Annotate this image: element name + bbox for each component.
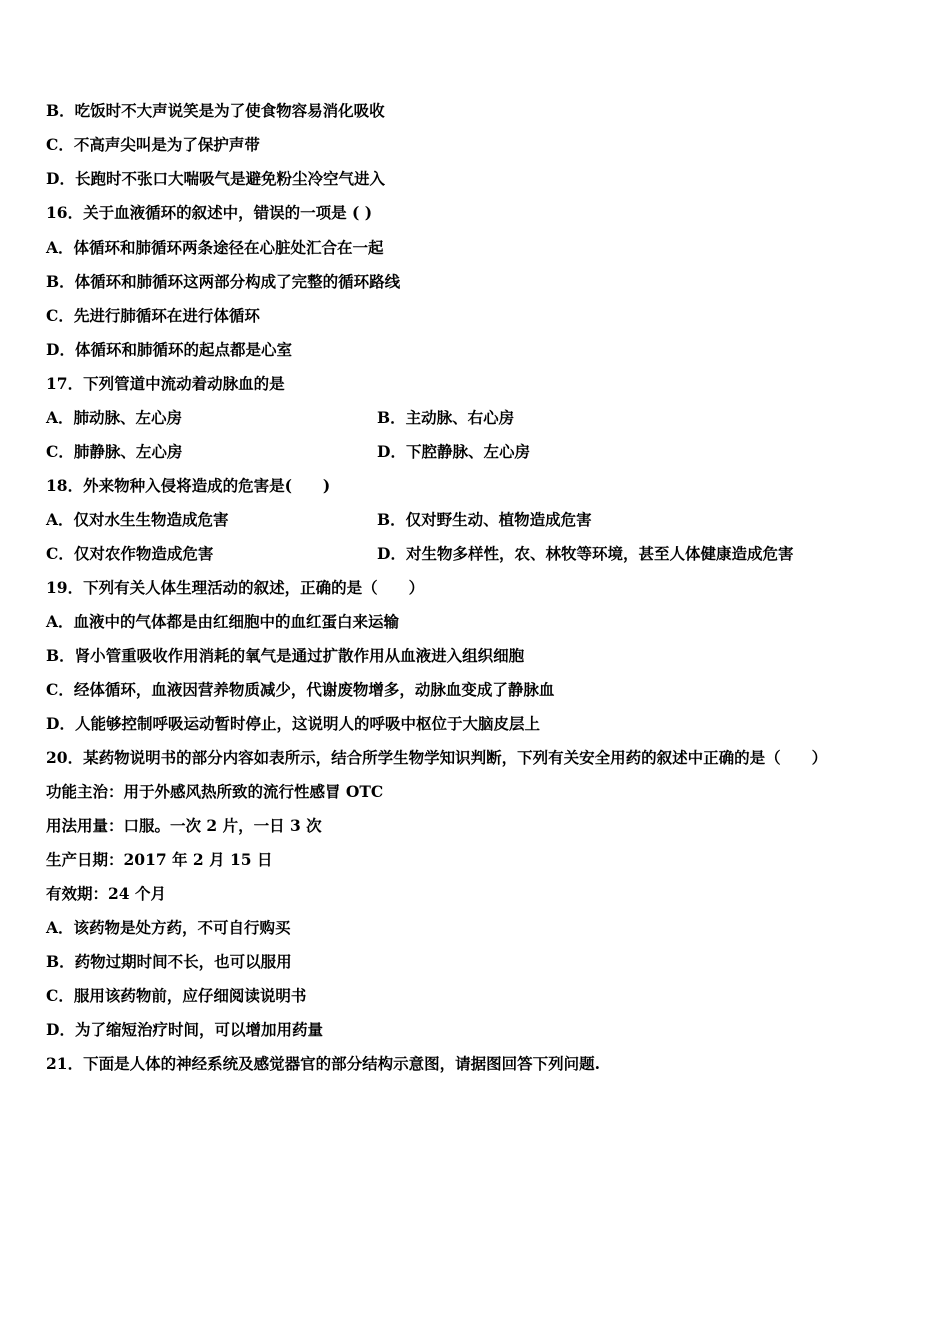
question-18-option-a: A．仅对水生生物造成危害 bbox=[46, 510, 229, 529]
question-15-option-b: B．吃饭时不大声说笑是为了使食物容易消化吸收 bbox=[46, 101, 385, 120]
question-15-option-c: C．不高声尖叫是为了保护声带 bbox=[46, 135, 260, 154]
question-16-stem: 16．关于血液循环的叙述中，错误的一项是 ( ) bbox=[46, 203, 373, 222]
question-18-stem: 18．外来物种入侵将造成的危害是( ) bbox=[46, 476, 331, 495]
drug-info-shelf-life: 有效期：24 个月 bbox=[46, 884, 166, 903]
question-15-option-d: D．长跑时不张口大喘吸气是避免粉尘冷空气进入 bbox=[46, 169, 385, 188]
question-18-option-d: D．对生物多样性，农、林牧等环境，甚至人体健康造成危害 bbox=[377, 544, 794, 563]
question-19-option-a: A．血液中的气体都是由红细胞中的血红蛋白来运输 bbox=[46, 612, 400, 631]
drug-info-production-date: 生产日期：2017 年 2 月 15 日 bbox=[46, 850, 273, 869]
question-17-option-a: A．肺动脉、左心房 bbox=[46, 408, 183, 427]
question-20-option-c: C．服用该药物前，应仔细阅读说明书 bbox=[46, 986, 307, 1005]
question-17-option-d: D．下腔静脉、左心房 bbox=[377, 442, 530, 461]
question-17-option-c: C．肺静脉、左心房 bbox=[46, 442, 183, 461]
question-16-option-c: C．先进行肺循环在进行体循环 bbox=[46, 306, 260, 325]
question-18-option-c: C．仅对农作物造成危害 bbox=[46, 544, 214, 563]
question-20-option-b: B．药物过期时间不长，也可以服用 bbox=[46, 952, 292, 971]
question-16-option-b: B．体循环和肺循环这两部分构成了完整的循环路线 bbox=[46, 272, 401, 291]
question-17-stem: 17．下列管道中流动着动脉血的是 bbox=[46, 374, 285, 393]
question-21-stem: 21．下面是人体的神经系统及感觉器官的部分结构示意图，请据图回答下列问题. bbox=[46, 1054, 600, 1073]
question-19-option-d: D．人能够控制呼吸运动暂时停止，这说明人的呼吸中枢位于大脑皮层上 bbox=[46, 714, 540, 733]
drug-info-indication: 功能主治：用于外感风热所致的流行性感冒 OTC bbox=[46, 782, 384, 801]
question-16-option-a: A．体循环和肺循环两条途径在心脏处汇合在一起 bbox=[46, 238, 384, 257]
question-18-option-b: B．仅对野生动、植物造成危害 bbox=[377, 510, 592, 529]
drug-info-dosage: 用法用量：口服。一次 2 片，一日 3 次 bbox=[46, 816, 322, 835]
question-20-stem: 20．某药物说明书的部分内容如表所示，结合所学生物学知识判断，下列有关安全用药的叙述中正确的是（ ） bbox=[46, 748, 828, 767]
question-19-option-b: B．肾小管重吸收作用消耗的氧气是通过扩散作用从血液进入组织细胞 bbox=[46, 646, 525, 665]
question-20-option-d: D．为了缩短治疗时间，可以增加用药量 bbox=[46, 1020, 323, 1039]
question-17-option-b: B．主动脉、右心房 bbox=[377, 408, 515, 427]
question-16-option-d: D．体循环和肺循环的起点都是心室 bbox=[46, 340, 292, 359]
question-19-stem: 19．下列有关人体生理活动的叙述，正确的是（ ） bbox=[46, 578, 425, 597]
question-19-option-c: C．经体循环，血液因营养物质减少，代谢废物增多，动脉血变成了静脉血 bbox=[46, 680, 555, 699]
question-20-option-a: A．该药物是处方药，不可自行购买 bbox=[46, 918, 291, 937]
